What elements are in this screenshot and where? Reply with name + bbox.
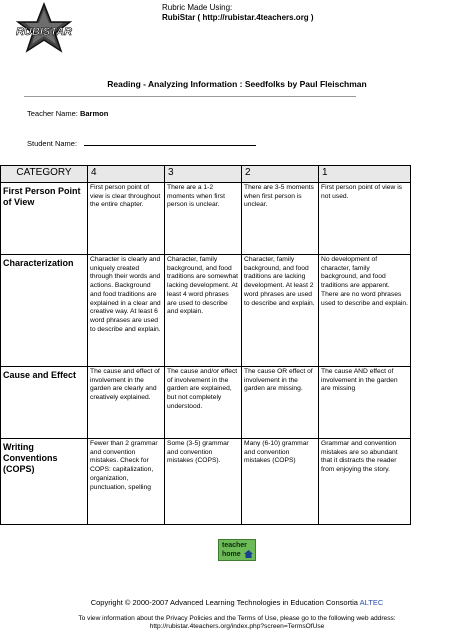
- score-3-cell: The cause and/or effect of involvement in the garden are explained, but not completely understood.: [165, 367, 242, 439]
- score-1-cell: Grammar and convention mistakes are so abundant that it distracts the reader from enjoying the story.: [319, 439, 411, 525]
- score-4-cell: Fewer than 2 grammar and convention mistakes. Check for COPS: capitalization, organization, punctuation, spelling: [88, 439, 165, 525]
- score-1-cell: First person point of view is not used.: [319, 183, 411, 255]
- score-2-cell: There are 3-5 moments when first person is unclear.: [242, 183, 319, 255]
- header-score-3: 3: [165, 166, 242, 183]
- student-label: Student Name:: [27, 139, 78, 148]
- category-cell: Cause and Effect: [1, 367, 88, 439]
- made-using-label: Rubric Made Using:: [162, 3, 233, 12]
- teacher-home-line2: home: [222, 551, 241, 558]
- score-3-cell: Some (3-5) grammar and convention mistakes (COPS).: [165, 439, 242, 525]
- rubistar-star-logo-icon: [4, 2, 96, 64]
- copyright-line: [0, 598, 474, 607]
- rubric-header-row: [1, 166, 411, 183]
- rubric-row: [1, 367, 411, 439]
- teacher-name: Barmon: [79, 109, 109, 118]
- header-score-4: 4: [88, 166, 165, 183]
- rubistar-logo: [4, 2, 96, 64]
- terms-url[interactable]: http://rubistar.4teachers.org/index.php?screen=TermsOfUse: [149, 623, 325, 630]
- score-2-cell: The cause OR effect of involvement in the garden are missing.: [242, 367, 319, 439]
- header-score-1: 1: [319, 166, 411, 183]
- score-1-cell: The cause AND effect of involvement in the garden are missing: [319, 367, 411, 439]
- terms-footer: [0, 615, 474, 631]
- rubric-row: [1, 255, 411, 367]
- rubric-title: Reading - Analyzing Information : Seedfolks by Paul Fleischman: [107, 79, 367, 89]
- score-2-cell: Many (6-10) grammar and convention mistakes (COPS): [242, 439, 319, 525]
- rubric-row: [1, 183, 411, 255]
- house-icon: [244, 550, 253, 558]
- category-cell: First Person Point of View: [1, 183, 88, 255]
- student-name-line: [27, 137, 256, 148]
- teacher-label: Teacher Name:: [27, 109, 78, 118]
- score-1-cell: No development of character, family background, and food traditions are apparent. There are no word phrases used to describe and explain.: [319, 255, 411, 367]
- score-4-cell: Character is clearly and uniquely created through their words and actions. Background and food traditions are explained in a clear and creative way. At least 6 word phrases are used to describe and explain.: [88, 255, 165, 367]
- header-category: CATEGORY: [1, 166, 88, 183]
- category-cell: Characterization: [1, 255, 88, 367]
- student-name-blank: [84, 137, 256, 146]
- title-divider: [24, 96, 356, 97]
- score-2-cell: Character, family background, and food traditions are lacking development. At least 2 word phrases are used to describe and explain.: [242, 255, 319, 367]
- logo-text: RUBISTAR: [15, 26, 73, 38]
- score-3-cell: There are a 1-2 moments when first person is unclear.: [165, 183, 242, 255]
- header-score-2: 2: [242, 166, 319, 183]
- rubric-table: [0, 165, 411, 525]
- score-4-cell: First person point of view is clear throughout the entire chapter.: [88, 183, 165, 255]
- teacher-home-line1: teacher: [222, 542, 247, 549]
- rubric-row: [1, 439, 411, 525]
- teacher-name-line: [27, 109, 108, 118]
- score-3-cell: Character, family background, and food traditions are somewhat lacking development. At least 4 word phrases are used to describe and explain.: [165, 255, 242, 367]
- made-using-note: [162, 3, 314, 23]
- score-4-cell: The cause and effect of involvement in the garden are clearly and creatively explained.: [88, 367, 165, 439]
- teacher-home-button[interactable]: [218, 539, 256, 561]
- category-cell: Writing Conventions (COPS): [1, 439, 88, 525]
- altec-link[interactable]: ALTEC: [359, 598, 384, 607]
- made-using-url[interactable]: RubiStar ( http://rubistar.4teachers.org ): [162, 13, 314, 22]
- copyright-text: Copyright © 2000-2007 Advanced Learning Technologies in Education Consortia: [90, 598, 358, 607]
- terms-text: To view information about the Privacy Policies and the Terms of Use, please go to the following web address:: [78, 615, 396, 622]
